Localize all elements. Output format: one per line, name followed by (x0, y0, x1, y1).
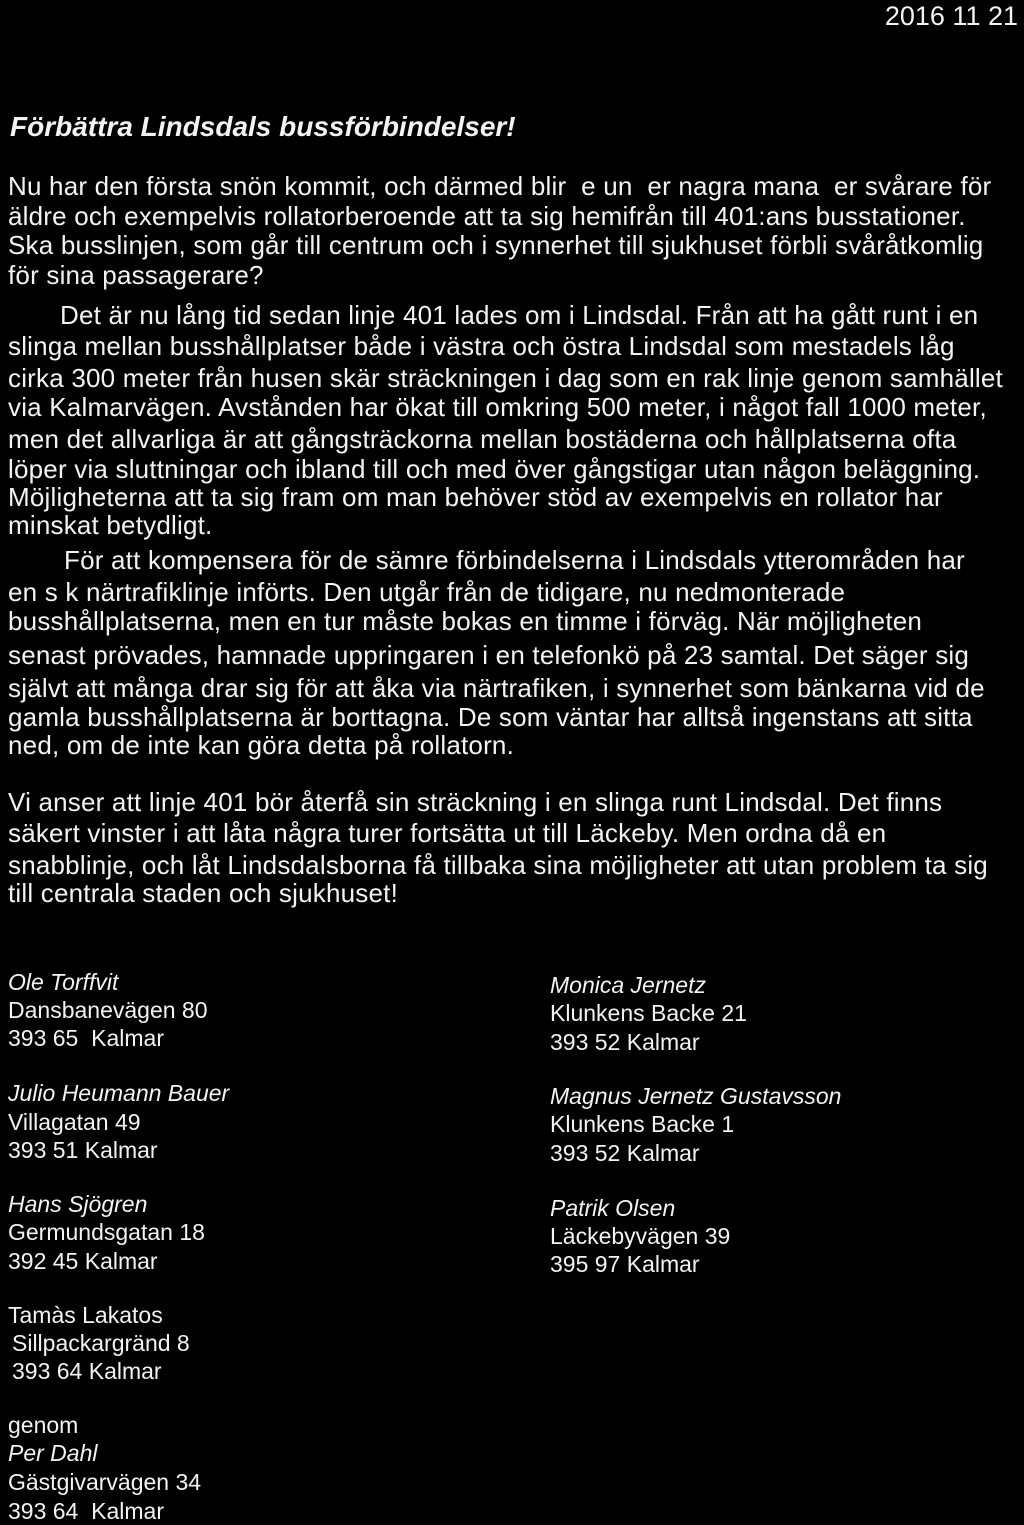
signatory-name: Tamàs Lakatos (8, 1302, 163, 1328)
body-line: via Kalmarvägen. Avstånden har ökat till omkring 500 meter, i något fall 1000 meter, (8, 392, 987, 422)
signatory-city: 393 65 Kalmar (8, 1025, 164, 1051)
signatory-name: Patrik Olsen (550, 1195, 676, 1221)
signatory-street: Klunkens Backe 1 (550, 1111, 735, 1137)
letter-date: 2016 11 21 (884, 1, 1018, 31)
body-line: minskat betydligt. (8, 510, 213, 540)
signatory-street: Dansbanevägen 80 (8, 997, 208, 1023)
body-line: senast prövades, hamnade uppringaren i en telefonkö på 23 samtal. Det säger sig (8, 640, 970, 670)
body-line: busshållplatserna, men en tur måste bokas en timme i förväg. När möjligheten (8, 606, 923, 636)
signatory-name: Hans Sjögren (8, 1191, 148, 1217)
signatory-city: 392 45 Kalmar (8, 1248, 158, 1274)
via-city: 393 64 Kalmar (8, 1498, 164, 1524)
body-line: cirka 300 meter från husen skär sträckningen i dag som en rak linje genom samhället (8, 363, 1003, 393)
letter-title: Förbättra Lindsdals bussförbindelser! (10, 111, 516, 142)
body-line: äldre och exempelvis rollatorberoende att ta sig hemifrån till 401:ans busstationer. (8, 201, 966, 231)
body-line: För att kompensera för de sämre förbindelserna i Lindsdals ytterområden har (64, 545, 965, 575)
signatory-street: Villagatan 49 (8, 1109, 141, 1135)
body-line: Ska busslinjen, som går till centrum och i synnerhet till sjukhuset förbli svåråtkomlig (8, 230, 984, 260)
body-line: Vi anser att linje 401 bör återfå sin sträckning i en slinga runt Lindsdal. Det finns (8, 787, 943, 817)
body-line: Möjligheterna att ta sig fram om man behöver stöd av exempelvis en rollator har (8, 482, 943, 512)
body-line: Det är nu lång tid sedan linje 401 lades om i Lindsdal. Från att ha gått runt i en (60, 300, 979, 330)
signatory-street: Sillpackargränd 8 (12, 1330, 190, 1356)
signatory-name: Ole Torffvit (8, 969, 119, 995)
signatory-city: 395 97 Kalmar (550, 1251, 700, 1277)
via-name: Per Dahl (8, 1440, 98, 1466)
signatory-street: Läckebyvägen 39 (550, 1223, 731, 1249)
signatory-name: Magnus Jernetz Gustavsson (550, 1083, 842, 1109)
signatory-city: 393 51 Kalmar (8, 1137, 158, 1163)
signatory-name: Julio Heumann Bauer (8, 1080, 230, 1106)
via-label: genom (8, 1412, 79, 1438)
body-line: självt att många drar sig för att åka via närtrafiken, i synnerhet som bänkarna vid de (8, 673, 985, 703)
body-line: för sina passagerare? (8, 260, 264, 290)
body-line: ned, om de inte kan göra detta på rollatorn. (8, 730, 515, 760)
via-street: Gästgivarvägen 34 (8, 1469, 202, 1495)
signatory-city: 393 52 Kalmar (550, 1029, 700, 1055)
body-line: löper via sluttningar och ibland till och med över gångstigar utan någon beläggning. (8, 454, 981, 484)
signatory-city: 393 52 Kalmar (550, 1140, 700, 1166)
body-line: till centrala staden och sjukhuset! (8, 878, 398, 908)
body-line: gamla busshållplatserna är borttagna. De som väntar har alltså ingenstans att sitta (8, 702, 973, 732)
signatory-city: 393 64 Kalmar (12, 1358, 162, 1384)
body-line: snabblinje, och låt Lindsdalsborna få tillbaka sina möjligheter att utan problem ta sig (8, 850, 988, 880)
body-line: en s k närtrafiklinje införts. Den utgår från de tidigare, nu nedmonterade (8, 577, 846, 607)
signatory-name: Monica Jernetz (550, 972, 706, 998)
signatory-street: Germundsgatan 18 (8, 1219, 205, 1245)
body-line: men det allvarliga är att gångsträckorna mellan bostäderna och hållplatserna ofta (8, 424, 957, 454)
signatory-street: Klunkens Backe 21 (550, 1000, 747, 1026)
body-line: Nu har den första snön kommit, och därmed blir e un er nagra mana er svårare för (8, 171, 992, 201)
body-line: säkert vinster i att låta några turer fortsätta ut till Läckeby. Men ordna då en (8, 818, 887, 848)
body-line: slinga mellan busshållplatser både i västra och östra Lindsdal som mestadels låg (8, 331, 955, 361)
